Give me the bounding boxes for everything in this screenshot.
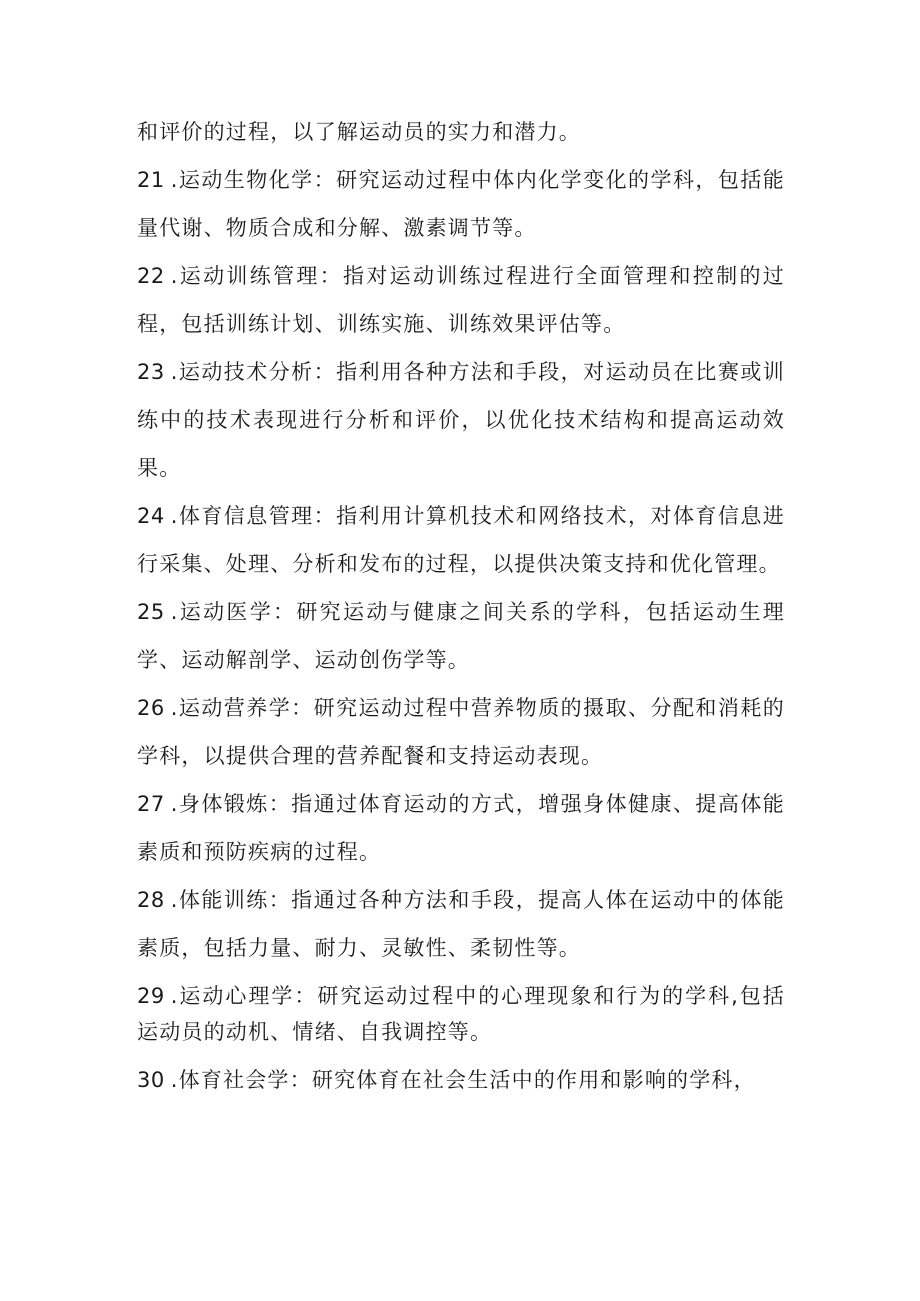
list-item-24: 24 .体育信息管理：指利用计算机技术和网络技术，对体育信息进行采集、处理、分析和发布的过程，以提供决策支持和优化管理。 <box>137 504 785 576</box>
list-item-25: 25 .运动医学：研究运动与健康之间关系的学科，包括运动生理学、运动解剖学、运动创伤学等。 <box>137 600 785 672</box>
item-text: 身体锻炼：指通过体育运动的方式，增强身体健康、提高体能素质和预防疾病的过程。 <box>137 792 785 864</box>
list-item-22: 22 .运动训练管理：指对运动训练过程进行全面管理和控制的过程，包括训练计划、训练实施、训练效果评估等。 <box>137 264 785 336</box>
list-item-21: 21 .运动生物化学：研究运动过程中体内化学变化的学科，包括能量代谢、物质合成和分解、激素调节等。 <box>137 168 785 240</box>
item-text: 运动生物化学：研究运动过程中体内化学变化的学科，包括能量代谢、物质合成和分解、激素调节等。 <box>137 168 785 240</box>
item-text: 体育社会学：研究体育在社会生活中的作用和影响的学科， <box>178 1068 756 1092</box>
item-text: 体能训练：指通过各种方法和手段，提高人体在运动中的体能素质，包括力量、耐力、灵敏性、柔韧性等。 <box>137 888 785 960</box>
item-text: 运动心理学：研究运动过程中的心理现象和行为的学科,包括运动员的动机、情绪、自我调控等。 <box>137 984 785 1044</box>
item-text: 运动训练管理：指对运动训练过程进行全面管理和控制的过程，包括训练计划、训练实施、训练效果评估等。 <box>137 264 785 336</box>
list-item-23: 23 .运动技术分析：指利用各种方法和手段，对运动员在比赛或训练中的技术表现进行分析和评价，以优化技术结构和提高运动效果。 <box>137 360 785 480</box>
item-text: 体育信息管理：指利用计算机技术和网络技术，对体育信息进行采集、处理、分析和发布的过程，以提供决策支持和优化管理。 <box>137 504 785 576</box>
list-item-26: 26 .运动营养学：研究运动过程中营养物质的摄取、分配和消耗的学科，以提供合理的营养配餐和支持运动表现。 <box>137 696 785 768</box>
list-item-30: 30 .体育社会学：研究体育在社会生活中的作用和影响的学科， <box>137 1068 756 1092</box>
list-item-27: 27 .身体锻炼：指通过体育运动的方式，增强身体健康、提高体能素质和预防疾病的过程。 <box>137 792 785 864</box>
item-text: 运动技术分析：指利用各种方法和手段，对运动员在比赛或训练中的技术表现进行分析和评价，以优化技术结构和提高运动效果。 <box>137 360 785 480</box>
item-number: 25 <box>137 600 165 624</box>
item-number: 26 <box>137 696 165 720</box>
item-number: 27 <box>137 792 165 816</box>
list-item-28: 28 .体能训练：指通过各种方法和手段，提高人体在运动中的体能素质，包括力量、耐力、灵敏性、柔韧性等。 <box>137 888 785 960</box>
item-number: 23 <box>137 360 165 384</box>
item-number: 22 <box>137 264 165 288</box>
item-number: 28 <box>137 888 165 912</box>
lead-paragraph: 和评价的过程，以了解运动员的实力和潜力。 <box>137 120 581 144</box>
item-number: 24 <box>137 504 165 528</box>
item-text: 运动医学：研究运动与健康之间关系的学科，包括运动生理学、运动解剖学、运动创伤学等。 <box>137 600 785 672</box>
item-number: 21 <box>137 168 165 192</box>
item-number: 30 <box>137 1068 165 1092</box>
list-item-29: 29 .运动心理学：研究运动过程中的心理现象和行为的学科,包括运动员的动机、情绪、自我调控等。 <box>137 984 785 1044</box>
item-number: 29 <box>137 984 165 1008</box>
document-body <box>137 108 785 1104</box>
item-text: 运动营养学：研究运动过程中营养物质的摄取、分配和消耗的学科，以提供合理的营养配餐和支持运动表现。 <box>137 696 785 768</box>
